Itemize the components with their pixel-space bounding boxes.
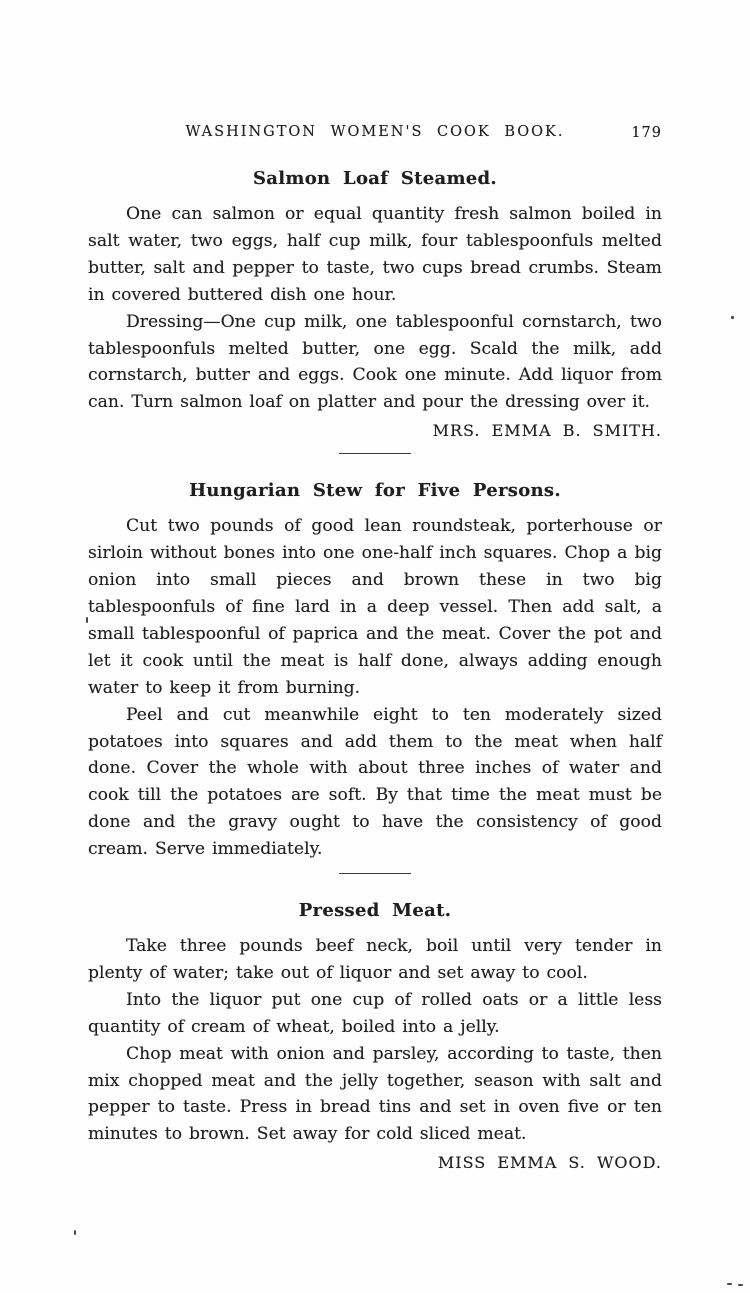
scan-artifact xyxy=(74,1230,76,1235)
page-number: 179 xyxy=(631,125,662,141)
recipe-paragraph: Cut two pounds of good lean roundsteak, porterhouse or sirloin without bones into one one-half inch squares. Chop a big onion into small pieces and brown these in two big tablespoonfuls of fine lard in a deep vessel. Then add salt, a small tablespoonful of paprica and the meat. Cover the pot and let it cook until the meat is half done, always adding enough water to keep it from burning. xyxy=(88,516,662,698)
section-divider xyxy=(339,453,411,454)
recipe-pressed-meat xyxy=(88,900,662,1175)
recipe-title: Hungarian Stew for Five Persons. xyxy=(189,480,561,502)
recipe-attribution: MISS EMMA S. WOOD. xyxy=(437,1153,662,1173)
scan-artifact xyxy=(86,617,88,623)
recipe-paragraph: Chop meat with onion and parsley, according to taste, then mix chopped meat and the jelly together, season with salt and pepper to taste. Press in bread tins and set in oven five or ten minutes to brown. Set away for cold sliced meat. xyxy=(88,1043,662,1145)
recipe-paragraph: One can salmon or equal quantity fresh salmon boiled in salt water, two eggs, half cup milk, four tablespoonfuls melted butter, salt and pepper to taste, two cups bread crumbs. Steam in covered buttered dish one hour. xyxy=(88,204,662,305)
scan-artifact xyxy=(738,1284,743,1286)
section-divider xyxy=(339,873,411,874)
recipe-title: Salmon Loaf Steamed. xyxy=(252,168,498,189)
recipe-paragraph: Dressing—One cup milk, one tablespoonful cornstarch, two tablespoonfuls melted butter, one egg. Scald the milk, add cornstarch, butter and eggs. Cook one minute. Add liquor from can. Turn salmon loaf on platter and pour the dressing over it. xyxy=(88,311,662,413)
scan-artifact xyxy=(727,1283,732,1285)
recipe-paragraph: Into the liquor put one cup of rolled oats or a little less quantity of cream of wheat, boiled into a jelly. xyxy=(88,989,662,1037)
recipe-paragraph: Peel and cut meanwhile eight to ten moderately sized potatoes into squares and add them to the meat when half done. Cover the whole with about three inches of water and cook till the potatoes are soft. By that time the meat must be done and the gravy ought to have the consistency of good cream. Serve immediately. xyxy=(88,704,662,860)
running-header xyxy=(88,124,662,142)
page-content xyxy=(88,124,662,1175)
scan-artifact xyxy=(731,316,734,319)
recipe-salmon-loaf-steamed xyxy=(88,168,662,443)
recipe-hungarian-stew xyxy=(88,480,662,863)
running-title: WASHINGTON WOMEN'S COOK BOOK. xyxy=(185,124,565,140)
recipe-paragraph: Take three pounds beef neck, boil until very tender in plenty of water; take out of liquor and set away to cool. xyxy=(88,936,662,983)
recipe-attribution: MRS. EMMA B. SMITH. xyxy=(432,421,662,441)
recipe-title: Pressed Meat. xyxy=(298,900,452,922)
